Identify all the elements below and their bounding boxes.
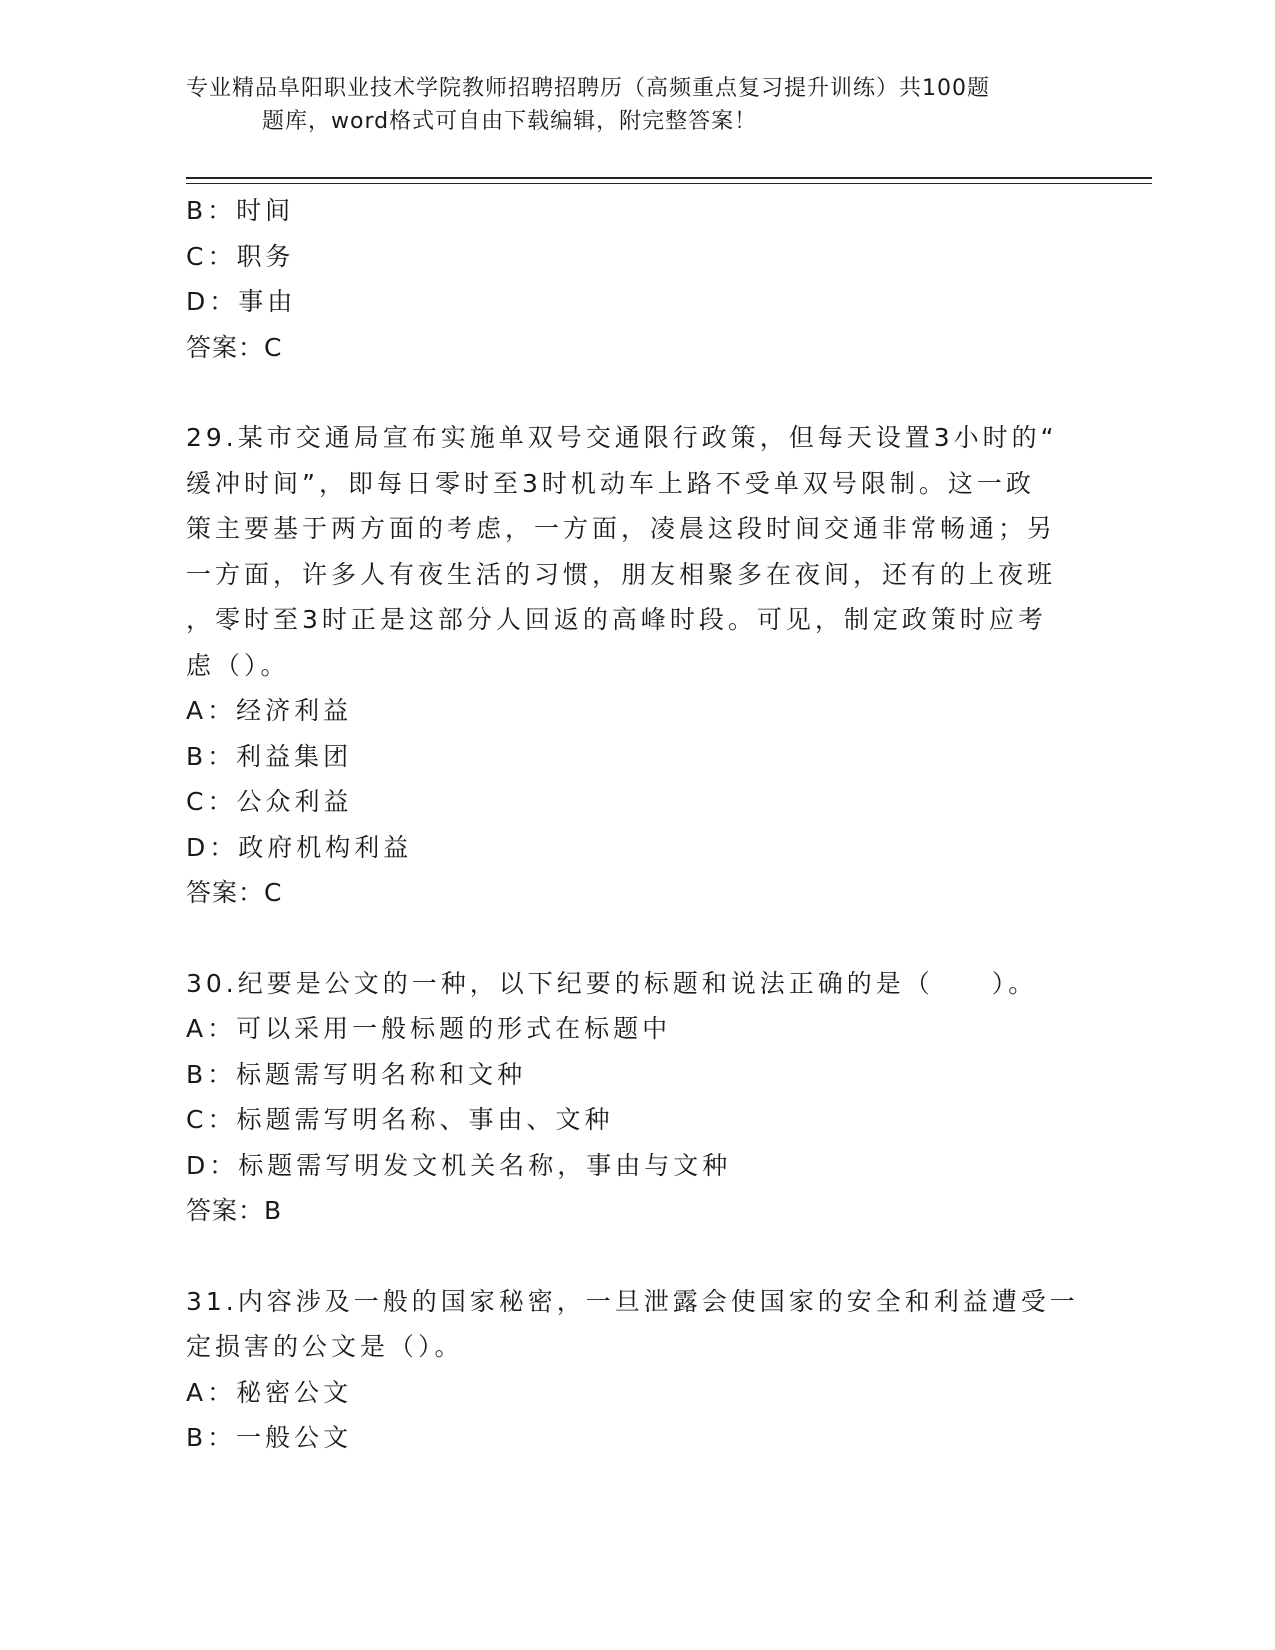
option-d: D：事由 [186,287,297,316]
stem-line: 缓冲时间”，即每日零时至3时机动车上路不受单双号限制。这一政 [186,468,1035,498]
question-28-tail [186,188,1086,370]
stem-line: 定损害的公文是（）。 [186,1332,464,1361]
answer-line: 答案：C [186,332,283,362]
option-b: B：利益集团 [186,741,353,771]
spacer [186,1234,1086,1279]
option-b: B：时间 [186,196,295,225]
header-line-1: 专业精品阜阳职业技术学院教师招聘招聘历（高频重点复习提升训练）共100题 [186,76,990,101]
stem-line: 29.某市交通局宣布实施单双号交通限行政策，但每天设置3小时的“ [186,423,1058,452]
header-rule-thick [186,177,1152,179]
stem-line: 策主要基于两方面的考虑，一方面，凌晨这段时间交通非常畅通；另 [186,514,1057,543]
spacer [186,916,1086,961]
answer-line: 答案：B [186,1196,283,1225]
document-header [186,72,1066,138]
stem-line: 虑（）。 [186,650,290,680]
question-stem [186,415,1091,688]
stem-line: 30.纪要是公文的一种，以下纪要的标题和说法正确的是（ ）。 [186,968,1038,998]
stem-line: 31.内容涉及一般的国家秘密，一旦泄露会使国家的安全和利益遭受一 [186,1286,1079,1316]
option-c: C：标题需写明名称、事由、文种 [186,1105,614,1134]
option-a: A：经济利益 [186,696,353,725]
answer-line: 答案：C [186,878,283,907]
stem-line: ，零时至3时正是这部分人回返的高峰时段。可见，制定政策时应考 [186,605,1047,634]
option-d: D：政府机构利益 [186,832,413,862]
question-stem [186,961,1091,1007]
option-c: C：公众利益 [186,787,353,816]
option-c: C：职务 [186,241,295,271]
question-stem [186,1279,1091,1370]
option-a: A：可以采用一般标题的形式在标题中 [186,1014,672,1043]
question-content [186,188,1086,1461]
question-30 [186,961,1086,1234]
stem-line: 一方面，许多人有夜生活的习惯，朋友相聚多在夜间，还有的上夜班 [186,559,1057,589]
header-line-2: 题库，word格式可自由下载编辑，附完整答案！ [262,109,758,134]
spacer [186,370,1086,415]
option-a: A：秘密公文 [186,1377,353,1407]
header-rule-thin [186,183,1152,184]
option-d: D：标题需写明发文机关名称，事由与文种 [186,1150,732,1180]
question-29 [186,415,1086,916]
option-b: B：一般公文 [186,1423,353,1452]
option-b: B：标题需写明名称和文种 [186,1059,527,1089]
question-31 [186,1279,1086,1461]
